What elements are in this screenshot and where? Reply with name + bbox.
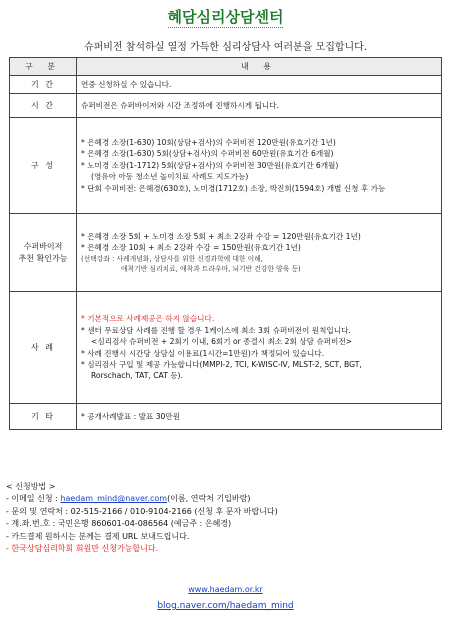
cases-content [77,292,442,404]
cases-item: * 사례 진행시 시간당 상담실 이용료(1시간=1만원)가 책정되어 있습니다. [81,348,325,358]
composition-content [77,118,442,214]
cases-item: * 센터 무료상담 사례를 진행 할 경우 1케이스에 최소 3회 슈퍼비전이 원칙입니다. [81,325,351,335]
apply-member: - 한국상담심리학회 회원만 신청가능합니다. [6,543,159,553]
row-period [10,76,442,94]
cases-label: 사 례 [10,292,77,404]
cases-item: * 기본적으로 사례제공은 하지 않습니다. [81,314,215,324]
row-cases [10,292,442,404]
info-table [9,57,442,430]
apply-account: - 계.좌.번.호 : 국민은행 860601-04-086564 (예금주 : 은혜경) [6,519,232,529]
etc-label: 기 타 [10,404,77,430]
supervisor-confirm-content [77,214,442,292]
supervisor-note-2: 애착기반 심리치료, 애착과 트라우마, 뇌기반 건강한 양육 등) [121,264,301,273]
email-prefix: - 이메일 신청 : [6,494,61,504]
supervisor-label-line2: 추천 확인가능 [18,253,68,263]
cases-item: * 심리검사 구입 및 제공 가능합니다(MMPI-2, TCI, K-WISC-Ⅳ, MLST-2, SCT, BGT, [81,359,362,369]
page-title [0,6,451,27]
blog-text: blog.naver.com/haedam_mind [157,601,294,611]
row-time [10,94,442,118]
supervisor-item: * 은혜경 소장 5회 + 노미경 소장 5회 + 최소 2강좌 수강 = 120만원(유효기간 1년) [81,231,361,241]
website-link[interactable] [0,585,451,594]
supervisor-item: * 은혜경 소장 10회 + 최소 2강좌 수강 = 150만원(유효기간 1년) [81,243,301,253]
apply-info [6,481,278,555]
composition-item: * 은혜경 소장(1-630) 10회(상담+검사)의 수퍼비전 120만원(유효기간 1년) [81,138,336,148]
supervisor-confirm-label [10,214,77,292]
title-text: 혜담심리상담센터 [167,8,284,26]
composition-note: (영유아 아동 청소년 놀이치료 사례도 지도가능) [91,172,249,182]
cases-item: Rorschach, TAT, CAT 등). [91,371,183,381]
apply-email-line [6,493,278,505]
row-composition [10,118,442,214]
period-text: 연중 신청하실 수 있습니다. [77,76,442,94]
composition-item: * 단회 수퍼비전: 은혜경(630호), 노미경(1712호) 소장, 박진희(1594호) 개별 신청 후 가능 [81,183,386,193]
page-subtitle: 슈퍼비전 참석하실 열정 가득한 심리상담사 여러분을 모집합니다. [83,42,368,53]
apply-card: - 카드결제 원하시는 분께는 결제 URL 보내드립니다. [6,531,190,541]
period-label: 기 간 [10,76,77,94]
composition-label: 구 성 [10,118,77,214]
apply-heading: < 신청방법 > [6,482,56,491]
email-suffix: (이름, 연락처 기입바람) [167,494,251,504]
table-header-row [10,58,442,76]
blog-link[interactable] [0,601,451,611]
email-link[interactable]: haedam_mind@naver.com [60,494,168,504]
time-label: 시 간 [10,94,77,118]
composition-item: * 은혜경 소장(1-630) 5회(상담+검사)의 수퍼비전 60만원(유효기간 6개월) [81,149,334,159]
etc-text: * 공개사례발표 : 발표 30만원 [77,404,442,430]
row-supervisor-confirm [10,214,442,292]
header-content: 내 용 [77,58,442,76]
composition-item: * 노미경 소장(1-1712) 5회(상담+검사)의 수퍼비전 30만원(유효기간 6개월) [81,160,339,170]
apply-contact: - 문의 및 연락처 : 02-515-2166 / 010-9104-2166 (신청 후 문자 바랍니다) [6,506,278,516]
supervisor-label-line1: 수퍼바이저 [23,241,63,251]
website-text: www.haedam.or.kr [188,585,263,594]
supervisor-note-1: (선택강좌 : 사례개념화, 상담사를 위한 신경과학에 대한 이해, [81,254,263,263]
row-etc [10,404,442,430]
header-category: 구 분 [10,58,77,76]
cases-item: <심리검사 슈퍼비전 + 2회기 이내, 6회기 or 종결시 최소 2회 상담 슈퍼비전> [91,337,353,347]
time-text: 슈퍼비전은 슈퍼바이저와 시간 조정하에 진행하시게 됩니다. [77,94,442,118]
